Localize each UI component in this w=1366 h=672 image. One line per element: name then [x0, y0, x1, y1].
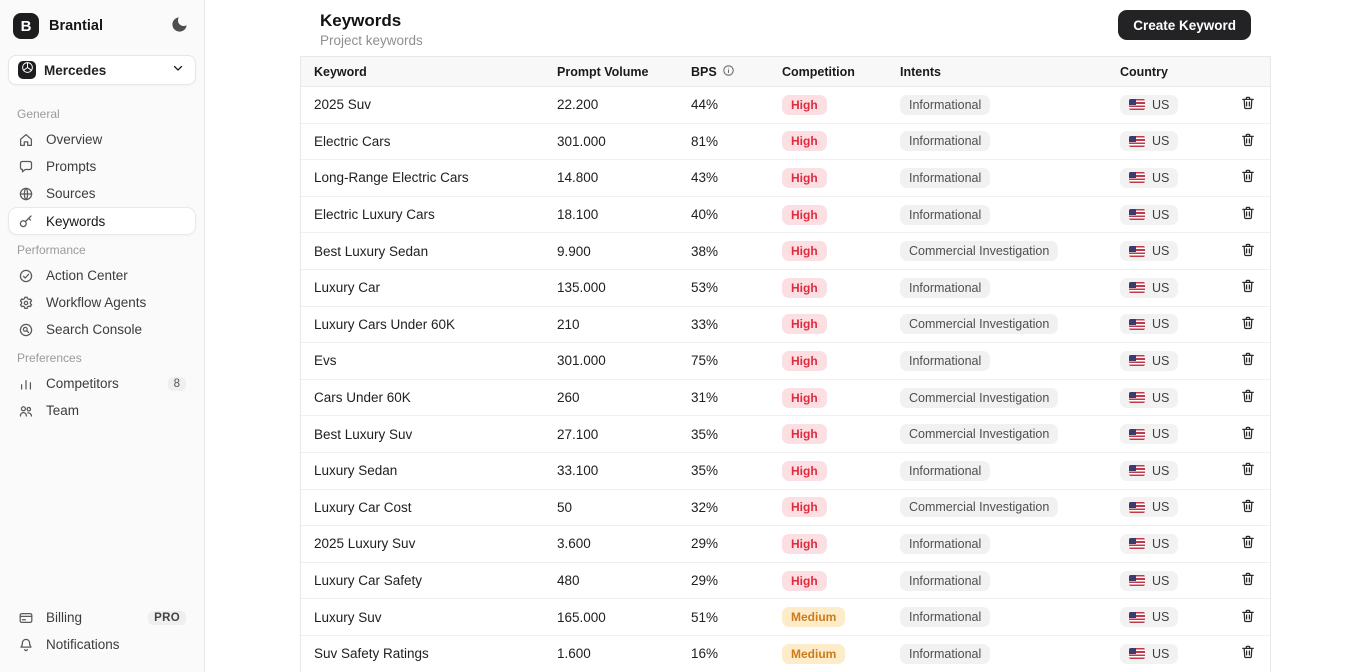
col-header-intents: Intents — [900, 64, 941, 79]
page-title: Keywords — [320, 11, 402, 30]
create-keyword-button[interactable]: Create Keyword — [1118, 10, 1251, 40]
bps-info-icon[interactable] — [722, 64, 735, 80]
count-badge: 8 — [168, 377, 186, 391]
us-flag-icon — [1129, 502, 1145, 513]
intent-badge: Informational — [900, 607, 990, 627]
keyword-cell: Long-Range Electric Cars — [314, 170, 469, 186]
us-flag-icon — [1129, 172, 1145, 183]
prompt-volume-cell: 301.000 — [557, 133, 606, 149]
delete-keyword-button[interactable] — [1238, 276, 1258, 299]
brand-row — [8, 13, 196, 39]
country-code: US — [1152, 500, 1170, 515]
country-code: US — [1152, 317, 1170, 332]
keywords-table — [300, 56, 1271, 672]
us-flag-icon — [1129, 612, 1145, 623]
delete-keyword-button[interactable] — [1238, 423, 1258, 446]
us-flag-icon — [1129, 575, 1145, 586]
sidebar-item-label: Competitors — [46, 376, 119, 391]
credit-card-icon — [18, 610, 34, 626]
intent-badge: Informational — [900, 131, 990, 151]
bps-cell: 29% — [691, 536, 719, 552]
sidebar-item-label: Notifications — [46, 637, 120, 652]
bps-cell: 35% — [691, 426, 719, 442]
bps-cell: 38% — [691, 243, 719, 259]
sidebar-item-label: Team — [46, 403, 80, 418]
sidebar-item-team[interactable] — [8, 397, 196, 424]
intent-badge: Informational — [900, 205, 990, 225]
bar-chart-icon — [18, 376, 34, 392]
intent-badge: Commercial Investigation — [900, 497, 1058, 517]
country-pill — [1120, 497, 1178, 517]
keyword-cell: Luxury Sedan — [314, 463, 398, 479]
sidebar-item-label: Workflow Agents — [46, 295, 147, 310]
country-code: US — [1152, 427, 1170, 442]
competition-badge: High — [782, 424, 827, 444]
keyword-cell: Luxury Car Cost — [314, 499, 412, 515]
intent-badge: Commercial Investigation — [900, 388, 1058, 408]
intent-badge: Informational — [900, 571, 990, 591]
delete-keyword-button[interactable] — [1238, 240, 1258, 263]
table-header-row — [301, 57, 1270, 87]
us-flag-icon — [1129, 99, 1145, 110]
country-code: US — [1152, 134, 1170, 149]
section-label-preferences: Preferences — [17, 351, 82, 365]
col-header-prompt-volume: Prompt Volume — [557, 64, 649, 79]
country-code: US — [1152, 353, 1170, 368]
country-code: US — [1152, 170, 1170, 185]
pro-badge: PRO — [148, 611, 186, 625]
sidebar-item-notifications[interactable] — [8, 631, 196, 658]
keyword-cell: Luxury Car Safety — [314, 573, 423, 589]
keyword-cell: Luxury Suv — [314, 609, 382, 625]
us-flag-icon — [1129, 282, 1145, 293]
country-code: US — [1152, 646, 1170, 661]
country-code: US — [1152, 573, 1170, 588]
intent-badge: Informational — [900, 644, 990, 664]
us-flag-icon — [1129, 465, 1145, 476]
sidebar — [0, 0, 205, 672]
sidebar-item-competitors[interactable] — [8, 370, 196, 397]
bps-cell: 51% — [691, 609, 719, 625]
sidebar-item-workflow-agents[interactable] — [8, 289, 196, 316]
keyword-cell: Electric Luxury Cars — [314, 207, 435, 223]
delete-keyword-button[interactable] — [1238, 130, 1258, 153]
intent-badge: Informational — [900, 278, 990, 298]
intent-badge: Commercial Investigation — [900, 424, 1058, 444]
keyword-cell: 2025 Suv — [314, 97, 372, 113]
bps-cell: 32% — [691, 499, 719, 515]
country-pill — [1120, 461, 1178, 481]
competition-badge: High — [782, 351, 827, 371]
sidebar-item-label: Billing — [46, 610, 83, 625]
bps-cell: 31% — [691, 390, 719, 406]
delete-keyword-button[interactable] — [1238, 313, 1258, 336]
us-flag-icon — [1129, 538, 1145, 549]
prompt-volume-cell: 22.200 — [557, 97, 599, 113]
intent-badge: Informational — [900, 168, 990, 188]
page-header — [300, 0, 1271, 56]
us-flag-icon — [1129, 319, 1145, 330]
prompt-volume-cell: 210 — [557, 316, 580, 332]
home-icon — [18, 132, 34, 148]
sidebar-item-prompts[interactable] — [8, 153, 196, 180]
us-flag-icon — [1129, 136, 1145, 147]
competition-badge: High — [782, 95, 827, 115]
prompt-volume-cell: 27.100 — [557, 426, 599, 442]
delete-keyword-button[interactable] — [1238, 606, 1258, 629]
col-header-country: Country — [1120, 64, 1168, 79]
country-code: US — [1152, 207, 1170, 222]
competition-badge: High — [782, 461, 827, 481]
sidebar-item-overview[interactable] — [8, 126, 196, 153]
competition-badge: High — [782, 388, 827, 408]
country-pill — [1120, 168, 1178, 188]
delete-keyword-button[interactable] — [1238, 349, 1258, 372]
country-pill — [1120, 534, 1178, 554]
keyword-cell: Suv Safety Ratings — [314, 646, 429, 662]
table-row[interactable] — [301, 453, 1270, 490]
keyword-cell: Electric Cars — [314, 133, 391, 149]
delete-keyword-button[interactable] — [1238, 459, 1258, 482]
country-pill — [1120, 424, 1178, 444]
delete-keyword-button[interactable] — [1238, 496, 1258, 519]
competition-badge: High — [782, 241, 827, 261]
prompt-volume-cell: 1.600 — [557, 646, 591, 662]
competition-badge: High — [782, 314, 827, 334]
competition-badge: Medium — [782, 644, 845, 664]
prompt-volume-cell: 14.800 — [557, 170, 599, 186]
sidebar-item-label: Overview — [46, 132, 103, 147]
sidebar-item-billing[interactable] — [8, 604, 196, 631]
competition-badge: Medium — [782, 607, 845, 627]
bps-cell: 33% — [691, 316, 719, 332]
competition-badge: High — [782, 131, 827, 151]
sidebar-item-sources[interactable] — [8, 180, 196, 207]
bps-cell: 40% — [691, 207, 719, 223]
country-pill — [1120, 131, 1178, 151]
country-pill — [1120, 388, 1178, 408]
section-label-performance: Performance — [17, 243, 86, 257]
keyword-cell: Best Luxury Sedan — [314, 243, 429, 259]
key-icon — [18, 213, 34, 229]
check-circle-icon — [18, 268, 34, 284]
sidebar-item-label: Sources — [46, 186, 96, 201]
chevron-down-icon — [170, 60, 186, 81]
table-row[interactable] — [301, 307, 1270, 344]
country-pill — [1120, 205, 1178, 225]
country-code: US — [1152, 390, 1170, 405]
delete-keyword-button[interactable] — [1238, 532, 1258, 555]
prompt-volume-cell: 165.000 — [557, 609, 606, 625]
delete-keyword-button[interactable] — [1238, 569, 1258, 592]
keyword-cell: Luxury Cars Under 60K — [314, 316, 456, 332]
brand-name: Brantial — [49, 18, 103, 34]
table-row[interactable] — [301, 490, 1270, 527]
sidebar-item-label: Search Console — [46, 322, 143, 337]
prompt-volume-cell: 33.100 — [557, 463, 599, 479]
main-content — [205, 0, 1366, 672]
delete-keyword-button[interactable] — [1238, 166, 1258, 189]
table-row[interactable] — [301, 160, 1270, 197]
prompt-volume-cell: 260 — [557, 390, 580, 406]
bps-cell: 81% — [691, 133, 719, 149]
table-row[interactable] — [301, 343, 1270, 380]
table-row[interactable] — [301, 599, 1270, 636]
table-row[interactable] — [301, 87, 1270, 124]
country-pill — [1120, 314, 1178, 334]
table-row[interactable] — [301, 270, 1270, 307]
sidebar-item-label: Prompts — [46, 159, 97, 174]
competition-badge: High — [782, 497, 827, 517]
table-row[interactable] — [301, 197, 1270, 234]
table-row[interactable] — [301, 416, 1270, 453]
country-pill — [1120, 644, 1178, 664]
keyword-cell: Cars Under 60K — [314, 390, 411, 406]
col-header-keyword: Keyword — [314, 64, 367, 79]
country-pill — [1120, 95, 1178, 115]
country-pill — [1120, 241, 1178, 261]
keyword-cell: 2025 Luxury Suv — [314, 536, 416, 552]
sidebar-item-action-center[interactable] — [8, 262, 196, 289]
us-flag-icon — [1129, 392, 1145, 403]
prompt-volume-cell: 50 — [557, 499, 573, 515]
us-flag-icon — [1129, 246, 1145, 257]
delete-keyword-button[interactable] — [1238, 93, 1258, 116]
prompt-volume-cell: 480 — [557, 573, 580, 589]
col-header-bps: BPS — [691, 64, 782, 80]
country-pill — [1120, 278, 1178, 298]
prompt-volume-cell: 135.000 — [557, 280, 606, 296]
country-code: US — [1152, 244, 1170, 259]
sidebar-nav — [8, 99, 196, 424]
prompt-volume-cell: 301.000 — [557, 353, 606, 369]
globe-icon — [18, 186, 34, 202]
country-pill — [1120, 351, 1178, 371]
competition-badge: High — [782, 534, 827, 554]
competition-badge: High — [782, 571, 827, 591]
table-row[interactable] — [301, 636, 1270, 672]
bps-cell: 53% — [691, 280, 719, 296]
sidebar-item-label: Keywords — [46, 213, 106, 229]
dark-mode-toggle[interactable] — [168, 13, 191, 39]
brantial-logo-icon: B — [13, 13, 39, 39]
us-flag-icon — [1129, 355, 1145, 366]
us-flag-icon — [1129, 648, 1145, 659]
sidebar-footer — [8, 604, 196, 658]
sidebar-item-keywords[interactable] — [8, 207, 196, 235]
project-selector[interactable] — [8, 55, 196, 85]
country-code: US — [1152, 463, 1170, 478]
sidebar-item-label: Action Center — [46, 268, 128, 283]
country-pill — [1120, 607, 1178, 627]
section-label-general: General — [17, 107, 60, 121]
intent-badge: Informational — [900, 534, 990, 554]
country-code: US — [1152, 536, 1170, 551]
bell-icon — [18, 637, 34, 653]
prompt-volume-cell: 3.600 — [557, 536, 591, 552]
competition-badge: High — [782, 205, 827, 225]
col-header-competition: Competition — [782, 64, 855, 79]
us-flag-icon — [1129, 209, 1145, 220]
mercedes-star-icon — [18, 61, 36, 79]
table-row[interactable] — [301, 563, 1270, 600]
intent-badge: Commercial Investigation — [900, 241, 1058, 261]
delete-keyword-button[interactable] — [1238, 203, 1258, 226]
page-titles — [320, 10, 423, 48]
search-circle-icon — [18, 322, 34, 338]
keyword-cell: Best Luxury Suv — [314, 426, 413, 442]
page-subtitle: Project keywords — [320, 33, 423, 49]
bps-cell: 35% — [691, 463, 719, 479]
prompt-volume-cell: 9.900 — [557, 243, 591, 259]
team-icon — [18, 403, 34, 419]
keyword-cell: Luxury Car — [314, 280, 381, 296]
chat-icon — [18, 159, 34, 175]
table-row[interactable] — [301, 526, 1270, 563]
bps-cell: 16% — [691, 646, 719, 662]
delete-keyword-button[interactable] — [1238, 642, 1258, 665]
intent-badge: Informational — [900, 461, 990, 481]
prompt-volume-cell: 18.100 — [557, 207, 599, 223]
project-name: Mercedes — [44, 62, 107, 78]
table-row[interactable] — [301, 380, 1270, 417]
us-flag-icon — [1129, 429, 1145, 440]
keyword-cell: Evs — [314, 353, 337, 369]
delete-keyword-button[interactable] — [1238, 386, 1258, 409]
intent-badge: Commercial Investigation — [900, 314, 1058, 334]
bps-cell: 75% — [691, 353, 719, 369]
intent-badge: Informational — [900, 95, 990, 115]
bps-cell: 43% — [691, 170, 719, 186]
bps-cell: 29% — [691, 573, 719, 589]
gear-icon — [18, 295, 34, 311]
sidebar-item-search-console[interactable] — [8, 316, 196, 343]
table-row[interactable] — [301, 233, 1270, 270]
competition-badge: High — [782, 168, 827, 188]
country-pill — [1120, 571, 1178, 591]
intent-badge: Informational — [900, 351, 990, 371]
country-code: US — [1152, 97, 1170, 112]
competition-badge: High — [782, 278, 827, 298]
table-body — [301, 87, 1270, 672]
country-code: US — [1152, 280, 1170, 295]
country-code: US — [1152, 610, 1170, 625]
bps-cell: 44% — [691, 97, 719, 113]
table-row[interactable] — [301, 124, 1270, 161]
